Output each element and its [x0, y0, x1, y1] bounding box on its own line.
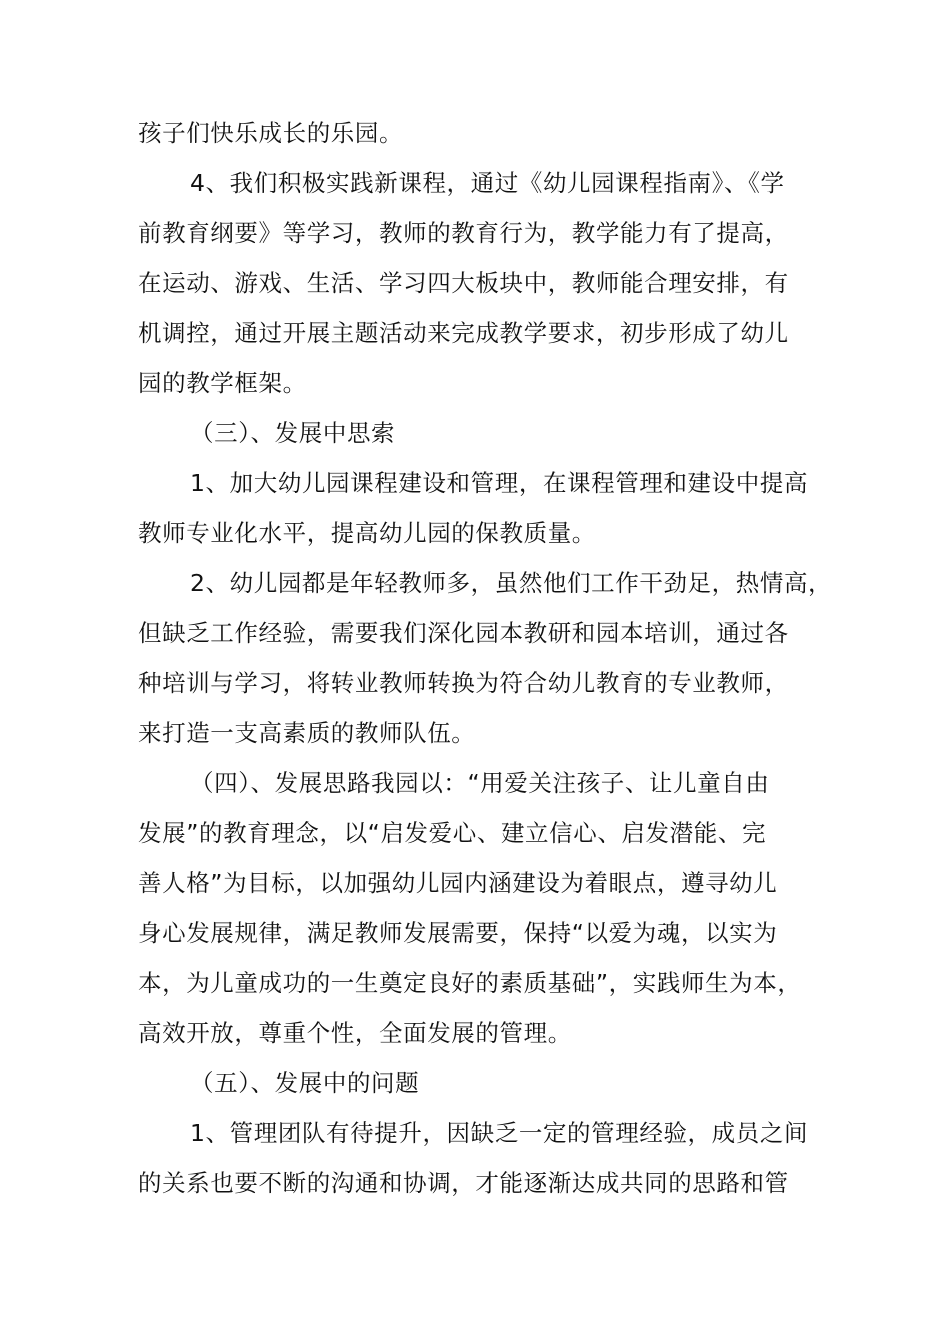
text-line: 发展”的教育理念，以“启发爱心、建立信心、启发潜能、完 [138, 819, 767, 847]
text-line: 教师专业化水平，提高幼儿园的保教质量。 [138, 519, 596, 547]
paragraph-first-line: 4、我们积极实践新课程，通过《幼儿园课程指南》、《学 [190, 169, 785, 197]
section-heading: （五）、发展中的问题 [190, 1069, 420, 1097]
paragraph-first-line: 2、幼儿园都是年轻教师多，虽然他们工作干劲足，热情高， [190, 569, 833, 597]
text-line: 高效开放，尊重个性，全面发展的管理。 [138, 1019, 572, 1047]
text-line: 但缺乏工作经验，需要我们深化园本教研和园本培训，通过各 [138, 619, 789, 647]
paragraph-first-line: 1、加大幼儿园课程建设和管理，在课程管理和建设中提高 [190, 469, 809, 497]
text-line: 在运动、游戏、生活、学习四大板块中，教师能合理安排，有 [138, 269, 789, 297]
text-line: 园的教学框架。 [138, 369, 307, 397]
text-line: 前教育纲要》等学习，教师的教育行为，教学能力有了提高， [138, 219, 789, 247]
text-line: 身心发展规律，满足教师发展需要，保持“以爱为魂，以实为 [138, 919, 778, 947]
text-line: 善人格”为目标，以加强幼儿园内涵建设为着眼点，遵寻幼儿 [138, 869, 778, 897]
section-heading: （三）、发展中思索 [190, 419, 396, 447]
text-line: 的关系也要不断的沟通和协调，才能逐渐达成共同的思路和管 [138, 1169, 789, 1197]
text-line: 种培训与学习，将转业教师转换为符合幼儿教育的专业教师， [138, 669, 789, 697]
text-line: 来打造一支高素质的教师队伍。 [138, 719, 476, 747]
section-heading: （四）、发展思路我园以：“用爱关注孩子、让儿童自由 [190, 769, 770, 797]
text-line: 机调控，通过开展主题活动来完成教学要求，初步形成了幼儿 [138, 319, 789, 347]
paragraph-first-line: 1、管理团队有待提升，因缺乏一定的管理经验，成员之间 [190, 1119, 809, 1147]
text-line: 孩子们快乐成长的乐园。 [138, 119, 404, 147]
text-line: 本，为儿童成功的一生奠定良好的素质基础”，实践师生为本， [138, 969, 802, 997]
